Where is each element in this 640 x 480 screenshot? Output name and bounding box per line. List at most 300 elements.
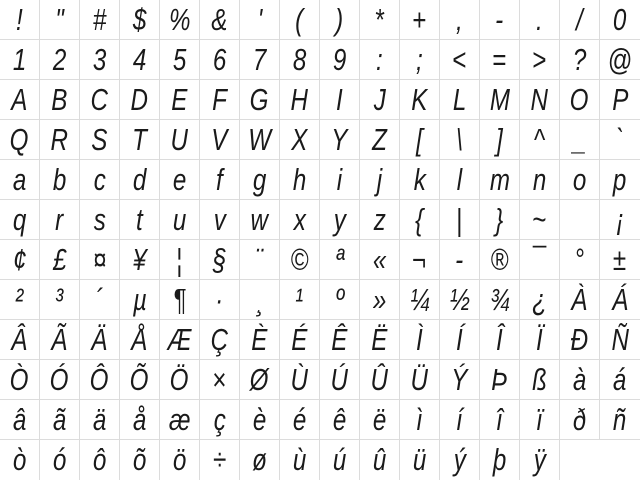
glyph-row — [0, 280, 640, 320]
glyph: Ô — [90, 362, 109, 397]
glyph-cell[interactable] — [560, 0, 600, 40]
glyph-cell[interactable] — [80, 280, 120, 320]
glyph: + — [412, 2, 427, 37]
glyph-cell[interactable] — [520, 160, 560, 200]
glyph-cell[interactable] — [80, 400, 120, 440]
glyph-cell[interactable] — [360, 200, 400, 240]
glyph-cell[interactable] — [320, 0, 360, 40]
glyph: 5 — [172, 42, 187, 77]
glyph: ó — [52, 442, 67, 477]
glyph-cell[interactable] — [320, 320, 360, 360]
glyph: L — [452, 82, 467, 117]
glyph: @ — [607, 42, 633, 77]
glyph: , — [456, 2, 463, 37]
glyph: C — [90, 82, 109, 117]
glyph-cell[interactable] — [400, 120, 440, 160]
glyph-cell[interactable] — [40, 160, 80, 200]
glyph: . — [536, 2, 543, 37]
glyph-cell[interactable] — [200, 40, 240, 80]
glyph: Ø — [250, 362, 269, 397]
glyph: G — [250, 82, 269, 117]
glyph-row — [0, 40, 640, 80]
glyph: # — [92, 2, 107, 37]
glyph: é — [292, 402, 307, 437]
glyph-cell[interactable] — [200, 200, 240, 240]
glyph-cell[interactable] — [0, 40, 40, 80]
glyph: » — [372, 282, 387, 317]
glyph: H — [290, 82, 309, 117]
glyph-cell[interactable] — [520, 200, 560, 240]
glyph-cell[interactable] — [560, 360, 600, 400]
glyph: 9 — [332, 42, 347, 77]
glyph: å — [132, 402, 147, 437]
glyph-cell[interactable] — [360, 240, 400, 280]
glyph: p — [613, 162, 627, 197]
glyph-cell[interactable] — [560, 320, 600, 360]
glyph-cell[interactable] — [40, 360, 80, 400]
glyph: _ — [572, 122, 587, 157]
glyph-cell[interactable] — [560, 240, 600, 280]
glyph-cell[interactable] — [280, 200, 320, 240]
glyph-cell[interactable] — [320, 280, 360, 320]
glyph-cell[interactable] — [440, 40, 480, 80]
glyph-cell[interactable] — [40, 400, 80, 440]
glyph-cell[interactable] — [480, 40, 520, 80]
glyph-cell[interactable] — [40, 320, 80, 360]
glyph-cell[interactable] — [0, 280, 40, 320]
glyph-cell[interactable] — [360, 320, 400, 360]
glyph-cell[interactable] — [520, 280, 560, 320]
glyph: o — [572, 162, 587, 197]
glyph-cell[interactable] — [160, 400, 200, 440]
glyph-cell[interactable] — [480, 280, 520, 320]
glyph-cell[interactable] — [400, 360, 440, 400]
glyph-cell[interactable] — [280, 240, 320, 280]
glyph-cell[interactable] — [560, 120, 600, 160]
glyph-cell[interactable] — [480, 360, 520, 400]
glyph-cell[interactable] — [560, 160, 600, 200]
glyph-cell[interactable] — [0, 160, 40, 200]
glyph: e — [172, 162, 187, 197]
glyph: º — [335, 282, 344, 317]
glyph: ê — [332, 402, 347, 437]
glyph-cell[interactable] — [360, 360, 400, 400]
glyph: A — [11, 82, 28, 117]
glyph-cell[interactable] — [400, 280, 440, 320]
glyph: « — [372, 242, 387, 277]
glyph-cell[interactable] — [600, 400, 640, 440]
glyph-cell[interactable] — [200, 400, 240, 440]
glyph-cell[interactable] — [240, 200, 280, 240]
glyph: Ã — [51, 322, 68, 357]
glyph-cell[interactable] — [320, 400, 360, 440]
glyph: þ — [492, 442, 507, 477]
glyph-cell[interactable] — [520, 320, 560, 360]
glyph-cell[interactable] — [280, 320, 320, 360]
glyph-cell[interactable] — [280, 360, 320, 400]
glyph: ( — [295, 2, 304, 37]
glyph: ë — [372, 402, 387, 437]
glyph: ã — [52, 402, 67, 437]
glyph-cell[interactable] — [440, 200, 480, 240]
glyph-cell[interactable] — [160, 80, 200, 120]
glyph-cell[interactable] — [200, 280, 240, 320]
glyph-cell[interactable] — [440, 440, 480, 480]
glyph-cell[interactable] — [600, 280, 640, 320]
glyph-cell[interactable] — [0, 400, 40, 440]
glyph-cell[interactable] — [400, 400, 440, 440]
glyph-cell[interactable] — [400, 40, 440, 80]
glyph-cell[interactable] — [480, 120, 520, 160]
glyph-cell[interactable] — [240, 440, 280, 480]
glyph-cell[interactable] — [400, 320, 440, 360]
glyph-cell[interactable] — [320, 160, 360, 200]
glyph: X — [291, 122, 308, 157]
glyph-cell[interactable] — [40, 200, 80, 240]
glyph-cell[interactable] — [440, 80, 480, 120]
glyph-row — [0, 80, 640, 120]
glyph-cell[interactable] — [600, 120, 640, 160]
glyph-cell[interactable] — [240, 280, 280, 320]
glyph-cell[interactable] — [160, 320, 200, 360]
glyph-cell[interactable] — [200, 240, 240, 280]
glyph: Ë — [371, 322, 388, 357]
glyph-cell[interactable] — [40, 280, 80, 320]
glyph-cell[interactable] — [520, 400, 560, 440]
glyph-cell[interactable] — [520, 120, 560, 160]
glyph-cell[interactable] — [320, 240, 360, 280]
glyph-cell[interactable] — [200, 320, 240, 360]
glyph-cell[interactable] — [400, 200, 440, 240]
glyph-cell[interactable] — [280, 400, 320, 440]
glyph-cell[interactable] — [560, 400, 600, 440]
glyph: ¦ — [176, 242, 183, 277]
glyph: l — [456, 162, 463, 197]
glyph-cell[interactable] — [240, 240, 280, 280]
glyph-cell[interactable] — [200, 160, 240, 200]
glyph: ß — [532, 362, 547, 397]
glyph: h — [292, 162, 307, 197]
glyph-row — [0, 400, 640, 440]
glyph: r — [55, 202, 64, 237]
glyph-cell[interactable] — [280, 160, 320, 200]
glyph-cell[interactable] — [120, 360, 160, 400]
glyph-cell[interactable] — [280, 40, 320, 80]
glyph-cell[interactable] — [200, 440, 240, 480]
glyph-cell[interactable] — [520, 40, 560, 80]
glyph-cell[interactable] — [520, 240, 560, 280]
glyph: Í — [456, 322, 463, 357]
glyph-cell[interactable] — [600, 240, 640, 280]
glyph-cell[interactable] — [440, 280, 480, 320]
glyph-cell[interactable] — [480, 400, 520, 440]
glyph: | — [456, 202, 463, 237]
glyph: ; — [416, 42, 423, 77]
glyph: Ä — [91, 322, 108, 357]
glyph-cell[interactable] — [240, 80, 280, 120]
glyph-cell[interactable] — [120, 320, 160, 360]
glyph: Ü — [410, 362, 429, 397]
glyph: [ — [416, 122, 423, 157]
glyph-cell[interactable] — [440, 400, 480, 440]
glyph: ´ — [95, 282, 104, 317]
glyph-cell[interactable] — [400, 440, 440, 480]
glyph-cell[interactable] — [40, 440, 80, 480]
glyph: ª — [335, 242, 344, 277]
glyph: S — [91, 122, 108, 157]
glyph-cell[interactable] — [240, 360, 280, 400]
glyph: µ — [132, 282, 147, 317]
glyph-cell[interactable] — [600, 360, 640, 400]
glyph: Ð — [570, 322, 589, 357]
glyph: Ê — [331, 322, 348, 357]
glyph-cell[interactable] — [360, 280, 400, 320]
glyph-cell[interactable] — [0, 0, 40, 40]
glyph-cell[interactable] — [600, 200, 640, 240]
glyph: b — [52, 162, 67, 197]
glyph: ¥ — [132, 242, 147, 277]
glyph: ù — [292, 442, 307, 477]
glyph: Á — [611, 282, 629, 317]
glyph-cell[interactable] — [320, 120, 360, 160]
glyph: f — [216, 162, 223, 197]
glyph-cell[interactable] — [600, 160, 640, 200]
glyph-cell[interactable] — [240, 320, 280, 360]
glyph-cell[interactable] — [520, 80, 560, 120]
glyph: $ — [132, 2, 147, 37]
glyph-cell[interactable] — [0, 360, 40, 400]
glyph-cell[interactable] — [480, 200, 520, 240]
glyph-cell[interactable] — [200, 0, 240, 40]
glyph: Y — [331, 122, 348, 157]
glyph-cell[interactable] — [560, 80, 600, 120]
glyph-cell[interactable] — [0, 120, 40, 160]
glyph: Â — [11, 322, 28, 357]
glyph-cell[interactable] — [240, 0, 280, 40]
glyph-cell[interactable] — [120, 120, 160, 160]
glyph: Å — [131, 322, 148, 357]
glyph-cell[interactable] — [320, 80, 360, 120]
glyph-cell[interactable] — [80, 320, 120, 360]
glyph-cell[interactable] — [480, 80, 520, 120]
glyph-cell[interactable] — [560, 280, 600, 320]
glyph: Ý — [451, 362, 468, 397]
glyph-cell[interactable] — [520, 360, 560, 400]
glyph-cell[interactable] — [0, 320, 40, 360]
glyph: F — [212, 82, 227, 117]
glyph-cell[interactable] — [80, 0, 120, 40]
glyph-cell[interactable] — [80, 40, 120, 80]
glyph-cell[interactable] — [160, 200, 200, 240]
glyph-cell[interactable] — [160, 40, 200, 80]
glyph: © — [290, 242, 309, 277]
glyph-cell[interactable] — [360, 40, 400, 80]
glyph-cell[interactable] — [600, 0, 640, 40]
glyph-cell[interactable] — [480, 320, 520, 360]
glyph-cell[interactable] — [120, 400, 160, 440]
glyph-cell[interactable] — [200, 120, 240, 160]
glyph: ³ — [55, 282, 64, 317]
glyph: q — [12, 202, 27, 237]
glyph-cell[interactable] — [40, 40, 80, 80]
glyph-cell[interactable] — [160, 120, 200, 160]
glyph-cell[interactable] — [520, 0, 560, 40]
glyph-row — [0, 0, 640, 40]
glyph: ` — [615, 122, 625, 157]
glyph-cell[interactable] — [440, 0, 480, 40]
glyph-cell[interactable] — [400, 160, 440, 200]
glyph-cell[interactable] — [480, 440, 520, 480]
glyph-cell[interactable] — [360, 160, 400, 200]
glyph-cell[interactable] — [280, 120, 320, 160]
glyph-row — [0, 200, 640, 240]
glyph-cell[interactable] — [240, 40, 280, 80]
glyph-cell[interactable] — [80, 360, 120, 400]
glyph: ¤ — [92, 242, 107, 277]
glyph: í — [456, 402, 463, 437]
glyph-cell[interactable] — [120, 160, 160, 200]
glyph-cell[interactable] — [600, 40, 640, 80]
glyph-cell[interactable] — [120, 40, 160, 80]
glyph-cell[interactable] — [40, 240, 80, 280]
glyph-cell[interactable] — [240, 160, 280, 200]
glyph: ü — [412, 442, 427, 477]
glyph-cell[interactable] — [80, 120, 120, 160]
glyph: ^ — [533, 122, 546, 157]
glyph-cell[interactable] — [200, 80, 240, 120]
glyph: â — [12, 402, 27, 437]
glyph: î — [496, 402, 503, 437]
glyph-cell[interactable] — [360, 440, 400, 480]
glyph-cell[interactable] — [280, 0, 320, 40]
glyph: w — [250, 202, 269, 237]
glyph: Þ — [491, 362, 508, 397]
glyph: a — [12, 162, 27, 197]
glyph-cell[interactable] — [40, 0, 80, 40]
glyph: á — [613, 362, 627, 397]
glyph: Ú — [330, 362, 349, 397]
glyph: { — [415, 202, 424, 237]
glyph: § — [212, 242, 227, 277]
glyph: > — [532, 42, 547, 77]
glyph-cell[interactable] — [320, 440, 360, 480]
glyph-row — [0, 160, 640, 200]
glyph: ú — [332, 442, 347, 477]
glyph-cell[interactable] — [400, 0, 440, 40]
glyph: O — [570, 82, 589, 117]
glyph: ö — [172, 442, 187, 477]
glyph: / — [576, 2, 583, 37]
glyph-cell[interactable] — [0, 200, 40, 240]
glyph: ç — [213, 402, 226, 437]
glyph-cell[interactable] — [120, 80, 160, 120]
glyph: 6 — [212, 42, 227, 77]
glyph-cell[interactable] — [240, 120, 280, 160]
glyph-cell[interactable] — [560, 40, 600, 80]
glyph: £ — [52, 242, 67, 277]
glyph-cell[interactable] — [280, 440, 320, 480]
glyph-cell[interactable] — [440, 160, 480, 200]
glyph-cell[interactable] — [160, 0, 200, 40]
glyph-cell[interactable] — [160, 440, 200, 480]
glyph-cell[interactable] — [160, 240, 200, 280]
glyph-cell[interactable] — [600, 80, 640, 120]
glyph-cell[interactable] — [80, 240, 120, 280]
glyph-cell[interactable] — [280, 280, 320, 320]
glyph-row — [0, 240, 640, 280]
glyph-cell[interactable] — [0, 440, 40, 480]
glyph-cell[interactable] — [120, 280, 160, 320]
glyph-cell[interactable] — [80, 160, 120, 200]
glyph: 3 — [92, 42, 107, 77]
glyph: Ò — [10, 362, 29, 397]
glyph: I — [336, 82, 343, 117]
glyph-cell[interactable] — [360, 80, 400, 120]
glyph-cell[interactable] — [40, 120, 80, 160]
glyph-cell[interactable] — [440, 240, 480, 280]
glyph-cell[interactable] — [360, 400, 400, 440]
glyph-cell[interactable] — [320, 40, 360, 80]
glyph-cell[interactable] — [160, 280, 200, 320]
glyph-cell[interactable] — [400, 240, 440, 280]
glyph-cell[interactable] — [80, 200, 120, 240]
glyph: v — [213, 202, 226, 237]
glyph: ¾ — [489, 282, 510, 317]
glyph-cell[interactable] — [120, 240, 160, 280]
glyph-cell[interactable] — [200, 360, 240, 400]
glyph-cell[interactable] — [480, 160, 520, 200]
glyph-cell[interactable] — [80, 440, 120, 480]
glyph-cell[interactable] — [320, 360, 360, 400]
glyph-cell[interactable] — [440, 320, 480, 360]
glyph: m — [489, 162, 510, 197]
glyph-cell[interactable] — [160, 160, 200, 200]
glyph: à — [572, 362, 587, 397]
glyph-cell[interactable] — [440, 120, 480, 160]
glyph: W — [248, 122, 271, 157]
glyph: ® — [490, 242, 509, 277]
glyph-cell[interactable] — [160, 360, 200, 400]
glyph: Ö — [170, 362, 189, 397]
glyph-cell[interactable] — [120, 200, 160, 240]
glyph-cell[interactable] — [600, 320, 640, 360]
glyph-cell[interactable] — [120, 0, 160, 40]
glyph-cell[interactable] — [520, 440, 560, 480]
glyph-row — [0, 440, 640, 480]
glyph-cell[interactable] — [360, 0, 400, 40]
glyph: Ç — [210, 322, 229, 357]
glyph: M — [489, 82, 510, 117]
glyph-cell[interactable] — [480, 0, 520, 40]
glyph-row — [0, 120, 640, 160]
glyph-cell[interactable] — [120, 440, 160, 480]
glyph-cell[interactable] — [280, 80, 320, 120]
glyph: - — [455, 242, 464, 277]
glyph-cell-empty[interactable] — [560, 200, 600, 240]
glyph-cell[interactable] — [360, 120, 400, 160]
glyph-cell[interactable] — [0, 240, 40, 280]
glyph-cell[interactable] — [240, 400, 280, 440]
glyph-cell[interactable] — [80, 80, 120, 120]
glyph-cell[interactable] — [440, 360, 480, 400]
glyph-cell[interactable] — [0, 80, 40, 120]
glyph-cell[interactable] — [40, 80, 80, 120]
glyph-cell[interactable] — [480, 240, 520, 280]
glyph: õ — [132, 442, 147, 477]
glyph: û — [372, 442, 387, 477]
glyph-cell[interactable] — [400, 80, 440, 120]
glyph-cell[interactable] — [320, 200, 360, 240]
